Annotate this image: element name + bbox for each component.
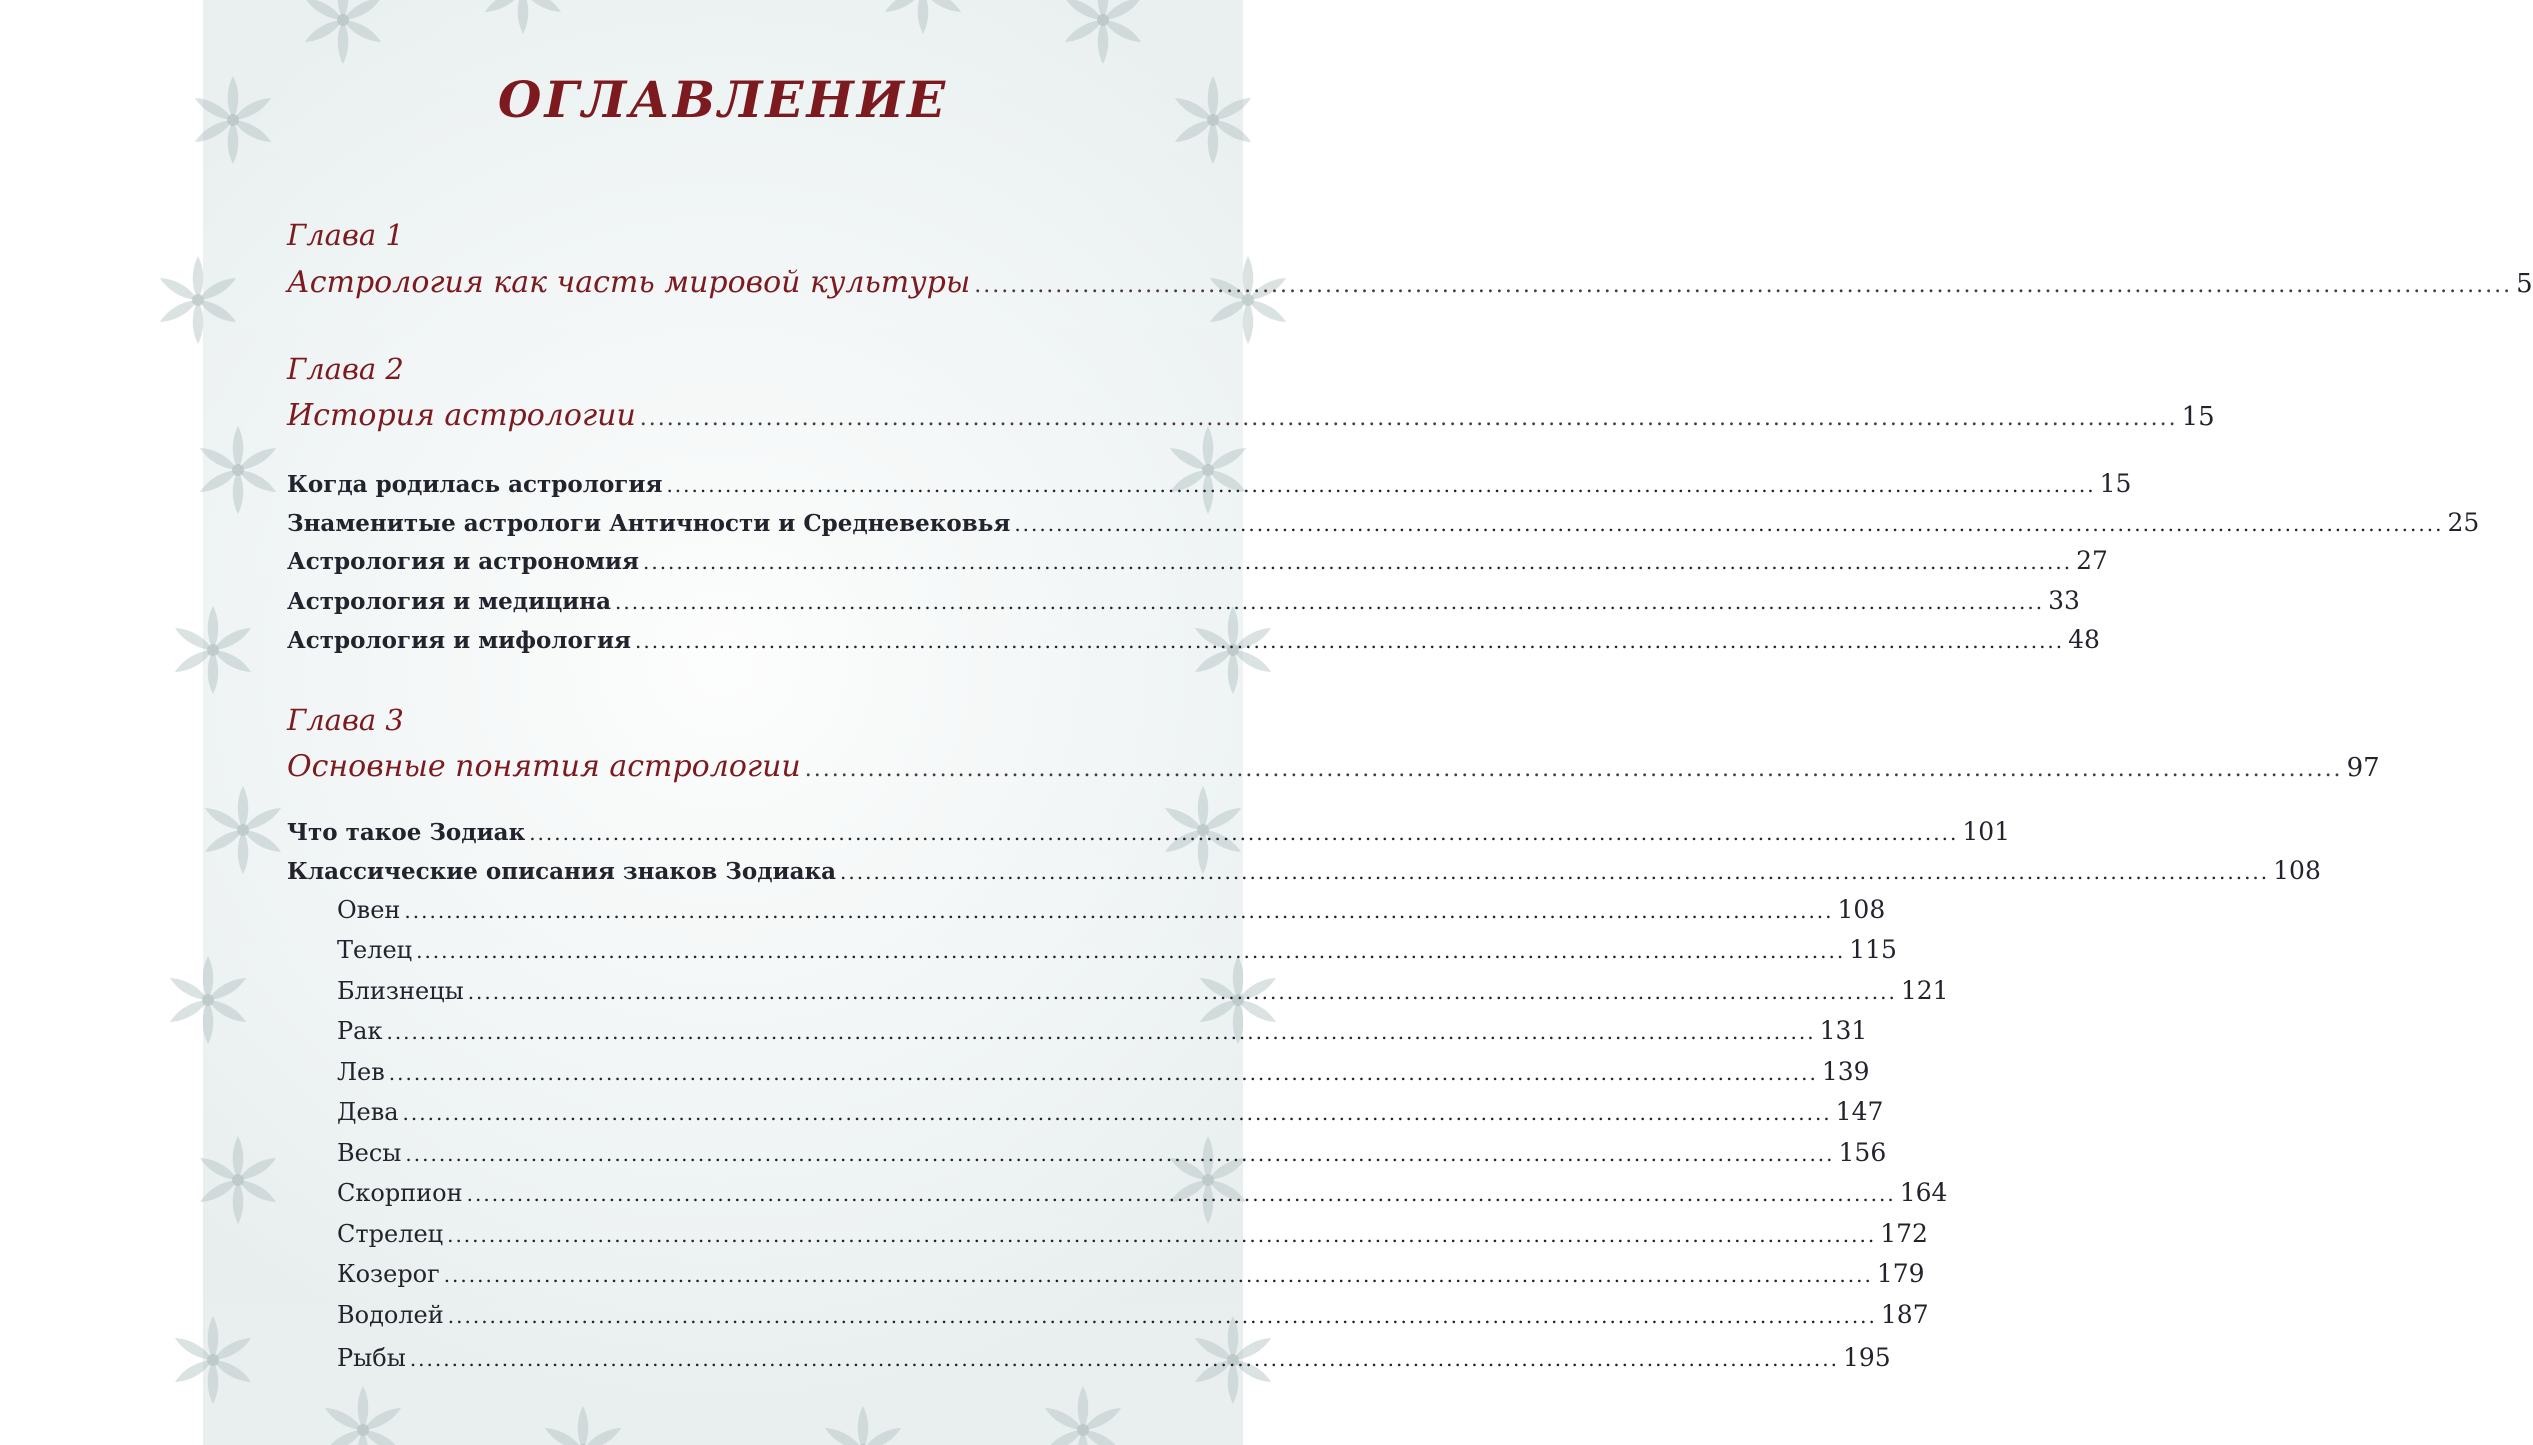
subentry-title: Козерог (337, 1260, 440, 1288)
page-number: 101 (1962, 817, 2011, 846)
page-number: 48 (2068, 625, 2100, 654)
section-title: Знаменитые астрологи Античности и Средневековья (287, 510, 1011, 537)
toc-subentry[interactable] (337, 1097, 1884, 1126)
dot-leader: ........................................................................................................................................................................... (467, 980, 1897, 1004)
dot-leader: ........................................................................................................................................................................... (666, 473, 2096, 497)
chapter-2-label: Глава 2 (287, 352, 404, 386)
toc-section-entry[interactable] (287, 586, 2080, 615)
subentry-title: Стрелец (337, 1220, 444, 1248)
subentry-title: Телец (337, 936, 413, 964)
chapter-title: Основные понятия астрологии (287, 749, 801, 784)
chapter-title: История астрологии (287, 398, 636, 433)
toc-subentry[interactable] (337, 1300, 1929, 1329)
chapter-2-entry[interactable] (287, 398, 2215, 433)
dot-leader: ........................................................................................................................................................................... (635, 629, 2065, 653)
page-number: 121 (1900, 976, 1949, 1005)
dot-leader: ........................................................................................................................................................................... (447, 1223, 1877, 1247)
page-number: 172 (1880, 1219, 1928, 1248)
subentry-title: Близнецы (337, 977, 464, 1005)
subentry-title: Овен (337, 896, 401, 924)
dot-leader: ........................................................................................................................................................................... (416, 939, 1846, 963)
dot-leader: ........................................................................................................................................................................... (404, 899, 1834, 923)
toc-subentry[interactable] (337, 1016, 1868, 1045)
page-number: 108 (1837, 895, 1886, 924)
toc-subentry[interactable] (337, 1343, 1891, 1372)
page-number: 156 (1838, 1138, 1887, 1167)
toc-subentry[interactable] (337, 1138, 1887, 1167)
dot-leader: ........................................................................................................................................................................... (466, 1182, 1896, 1206)
chapter-3-label: Глава 3 (287, 703, 404, 737)
subentry-title: Рыбы (337, 1344, 406, 1372)
toc-subentry[interactable] (337, 895, 1886, 924)
toc-subentry[interactable] (337, 1178, 1948, 1207)
page-number: 139 (1821, 1057, 1870, 1086)
section-title: Астрология и мифология (287, 627, 632, 654)
dot-leader: ........................................................................................................................................................................... (614, 590, 2045, 614)
chapter-title: Астрология как часть мировой культуры (287, 265, 971, 300)
book-page (203, 0, 2533, 1445)
subentry-title: Скорпион (337, 1179, 463, 1207)
section-title: Астрология и медицина (287, 588, 611, 615)
section-title: Что такое Зодиак (287, 819, 526, 846)
subentry-title: Водолей (337, 1301, 444, 1329)
dot-leader: ........................................................................................................................................................................... (443, 1263, 1873, 1287)
toc-section-entry[interactable] (287, 469, 2132, 498)
toc-subentry[interactable] (337, 1057, 1870, 1086)
dot-leader: ........................................................................................................................................................................... (529, 821, 1959, 845)
subentry-title: Весы (337, 1139, 402, 1167)
dot-leader: ........................................................................................................................................................................... (639, 406, 2178, 431)
dot-leader: ........................................................................................................................................................................... (804, 757, 2343, 782)
chapter-3-entry[interactable] (287, 749, 2380, 784)
page-number: 131 (1819, 1016, 1868, 1045)
page-number: 97 (2346, 753, 2380, 783)
page-number: 25 (2447, 508, 2480, 537)
subentry-title: Рак (337, 1017, 383, 1045)
chapter-1-label: Глава 1 (287, 218, 404, 252)
toc-subentry[interactable] (337, 1259, 1925, 1288)
toc-subentry[interactable] (337, 976, 1949, 1005)
dot-leader: ........................................................................................................................................................................... (405, 1142, 1835, 1166)
page-number: 147 (1835, 1097, 1884, 1126)
page-number: 5 (2516, 269, 2533, 299)
dot-leader: ........................................................................................................................................................................... (1014, 512, 2444, 536)
page-number: 195 (1842, 1343, 1891, 1372)
dot-leader: ........................................................................................................................................................................... (402, 1101, 1832, 1125)
page-number: 115 (1849, 935, 1897, 964)
toc-subentry[interactable] (337, 1219, 1928, 1248)
dot-leader: ........................................................................................................................................................................... (409, 1347, 1839, 1371)
page-number: 27 (2076, 546, 2108, 575)
section-title: Классические описания знаков Зодиака (287, 858, 837, 885)
subentry-title: Лев (337, 1058, 385, 1086)
toc-title: ОГЛАВЛЕНИЕ (497, 70, 949, 129)
page-number: 33 (2048, 586, 2080, 615)
toc-section-entry[interactable] (287, 625, 2100, 654)
dot-leader: ........................................................................................................................................................................... (974, 273, 2513, 298)
dot-leader: ........................................................................................................................................................................... (642, 550, 2073, 574)
page-number: 187 (1880, 1300, 1929, 1329)
subentry-title: Дева (337, 1098, 399, 1126)
page-number: 179 (1876, 1259, 1925, 1288)
page-number: 108 (2273, 856, 2321, 885)
dot-leader: ........................................................................................................................................................................... (386, 1020, 1816, 1044)
page-number: 164 (1899, 1178, 1948, 1207)
section-title: Когда родилась астрология (287, 471, 663, 498)
toc-section-entry[interactable] (287, 546, 2108, 575)
toc-section-entry[interactable] (287, 817, 2011, 846)
chapter-1-entry[interactable] (287, 265, 2533, 300)
toc-section-entry[interactable] (287, 508, 2480, 537)
toc-section-entry[interactable] (287, 856, 2321, 885)
page-number: 15 (2181, 402, 2215, 432)
dot-leader: ........................................................................................................................................................................... (388, 1061, 1818, 1085)
section-title: Астрология и астрономия (287, 548, 639, 575)
dot-leader: ........................................................................................................................................................................... (447, 1304, 1877, 1328)
dot-leader: ........................................................................................................................................................................... (840, 860, 2270, 884)
page-number: 15 (2099, 469, 2132, 498)
toc-subentry[interactable] (337, 935, 1897, 964)
